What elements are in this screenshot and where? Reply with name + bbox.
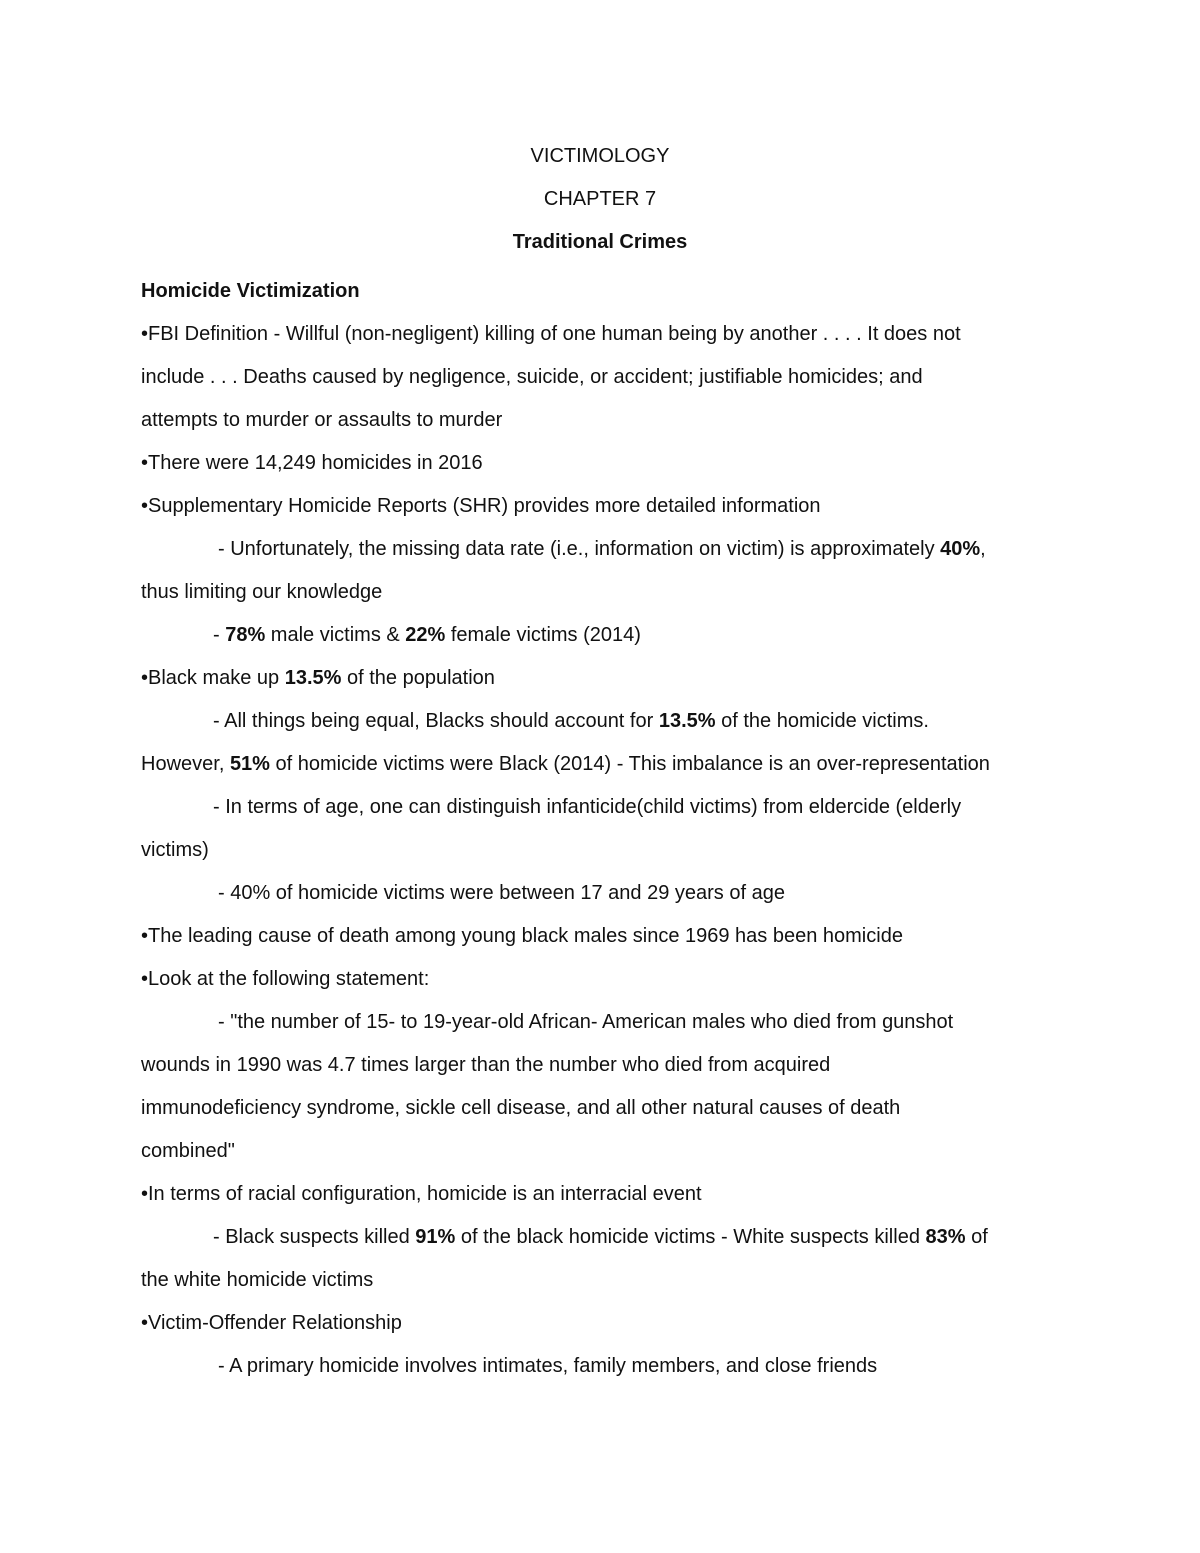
paragraph-line [141, 614, 1071, 657]
text-run: of the population [341, 667, 495, 689]
paragraph-line [141, 700, 1071, 743]
emphasis-run: 91% [415, 1226, 456, 1248]
paragraph-line [141, 1216, 1071, 1259]
emphasis-run: 13.5% [658, 710, 716, 732]
emphasis-run: 40% [940, 538, 981, 560]
chapter-label: CHAPTER 7 [543, 188, 657, 210]
paragraph-line: •Victim-Offender Relationship [141, 1312, 402, 1334]
document-header [0, 140, 1200, 269]
paragraph-line: wounds in 1990 was 4.7 times larger than the number who died from acquired [141, 1054, 831, 1076]
text-run: of homicide victims were Black (2014) - This imbalance is an over-representation [269, 753, 990, 775]
document-body [141, 270, 1071, 1388]
chapter-subtitle: Traditional Crimes [512, 231, 688, 253]
paragraph-line [141, 657, 1071, 700]
paragraph-line [141, 528, 1071, 571]
paragraph-line: •In terms of racial configuration, homicide is an interracial event [141, 1183, 702, 1205]
document-title: VICTIMOLOGY [530, 145, 670, 167]
text-run: of the black homicide victims - White suspects killed [455, 1226, 926, 1248]
text-run: - Unfortunately, the missing data rate (i.e., information on victim) is approximately [218, 538, 941, 560]
paragraph-line: - "the number of 15- to 19-year-old African- American males who died from gunshot [218, 1011, 954, 1033]
paragraph-line: •FBI Definition - Willful (non-negligent) killing of one human being by another . . . . It does not [141, 323, 961, 345]
paragraph-line [141, 743, 1071, 786]
paragraph-line: - In terms of age, one can distinguish infanticide(child victims) from eldercide (elderly [213, 796, 962, 818]
paragraph-line: - A primary homicide involves intimates, family members, and close friends [218, 1355, 878, 1377]
text-run: - [213, 624, 226, 646]
paragraph-line: the white homicide victims [141, 1269, 374, 1291]
text-run: of the homicide victims. [715, 710, 929, 732]
emphasis-run: 22% [405, 624, 446, 646]
section-title: Homicide Victimization [141, 280, 360, 302]
paragraph-line: •Supplementary Homicide Reports (SHR) provides more detailed information [141, 495, 821, 517]
paragraph-line: attempts to murder or assaults to murder [141, 409, 503, 431]
text-run: of [965, 1226, 988, 1248]
emphasis-run: 13.5% [284, 667, 342, 689]
paragraph-line: immunodeficiency syndrome, sickle cell disease, and all other natural causes of death [141, 1097, 901, 1119]
text-run: male victims & [265, 624, 406, 646]
emphasis-run: 78% [225, 624, 266, 646]
emphasis-run: 83% [925, 1226, 966, 1248]
text-run: , [980, 538, 986, 560]
text-run: - All things being equal, Blacks should account for [213, 710, 659, 732]
paragraph-line: combined" [141, 1140, 235, 1162]
paragraph-line: thus limiting our knowledge [141, 581, 383, 603]
paragraph-line: •Look at the following statement: [141, 968, 430, 990]
paragraph-line: - 40% of homicide victims were between 17 and 29 years of age [218, 882, 785, 904]
text-run: However, [141, 753, 230, 775]
paragraph-line: •The leading cause of death among young black males since 1969 has been homicide [141, 925, 903, 947]
text-run: female victims (2014) [445, 624, 641, 646]
paragraph-line: include . . . Deaths caused by negligence, suicide, or accident; justifiable homicides; and [141, 366, 923, 388]
paragraph-line: •There were 14,249 homicides in 2016 [141, 452, 483, 474]
text-run: - Black suspects killed [213, 1226, 416, 1248]
emphasis-run: 51% [229, 753, 270, 775]
paragraph-line: victims) [141, 839, 209, 861]
text-run: •Black make up [141, 667, 285, 689]
